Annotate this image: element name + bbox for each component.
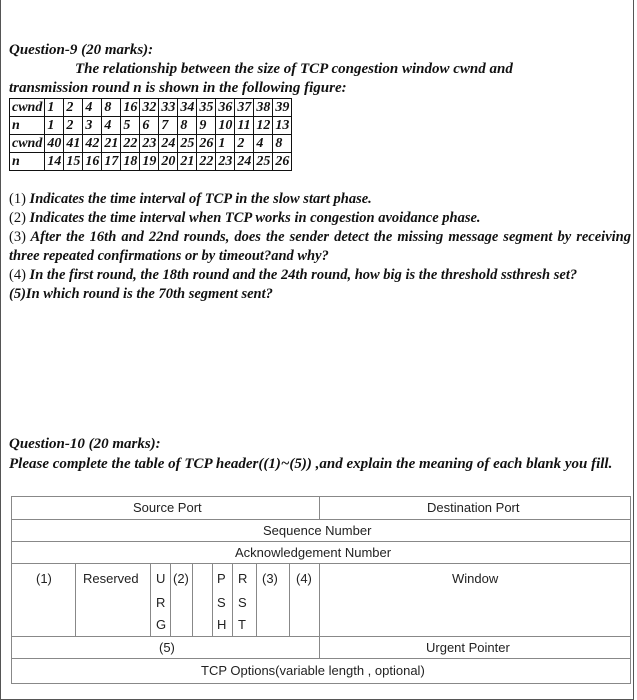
column-divider <box>75 563 76 636</box>
table-cell: 20 <box>159 153 178 171</box>
subquestion-text: In which round is the 70th segment sent? <box>25 286 273 302</box>
column-divider <box>150 563 151 636</box>
question-9-intro <box>9 60 631 98</box>
table-cell: 39 <box>273 99 292 117</box>
table-cell: 38 <box>254 99 273 117</box>
subquestion-1 <box>9 190 631 209</box>
flag-psh-p: P <box>217 571 226 586</box>
question-9-subquestions <box>9 190 631 304</box>
table-cell: 16 <box>83 153 102 171</box>
table-cell: 23 <box>216 153 235 171</box>
table-cell: 18 <box>121 153 140 171</box>
table-cell: 33 <box>159 99 178 117</box>
blank-5-label: (5) <box>159 640 175 655</box>
table-cell: 34 <box>178 99 197 117</box>
table-cell: 17 <box>102 153 121 171</box>
subquestion-3 <box>9 228 631 266</box>
table-row <box>10 135 292 153</box>
table-cell: 1 <box>45 99 64 117</box>
table-cell: 1 <box>216 135 235 153</box>
table-cell: 4 <box>254 135 273 153</box>
table-border-left <box>11 496 12 684</box>
flag-rst-t: T <box>238 617 246 632</box>
question-9-heading: Question-9 (20 marks): <box>9 42 154 58</box>
subquestion-text: In the first round, the 18th round and the 24th round, how big is the threshold ssthresh set? <box>29 267 578 283</box>
table-cell: 37 <box>235 99 254 117</box>
table-cell: 35 <box>197 99 216 117</box>
subquestion-text: After the 16th and 22nd rounds, does the sender detect the missing message segment by receiving three repeated confirmations or by timeout?and why? <box>9 229 631 264</box>
table-cell: 26 <box>197 135 216 153</box>
blank-4-label: (4) <box>296 571 312 586</box>
table-border-bottom <box>11 683 631 684</box>
table-cell: 8 <box>178 117 197 135</box>
row-label-cell: n <box>10 117 45 135</box>
table-cell: 11 <box>235 117 254 135</box>
table-border-top <box>11 496 631 497</box>
source-port-label: Source Port <box>133 500 202 515</box>
table-cell: 14 <box>45 153 64 171</box>
subquestion-number: (2) <box>9 210 26 226</box>
table-cell: 24 <box>159 135 178 153</box>
table-cell: 6 <box>140 117 159 135</box>
table-cell: 4 <box>102 117 121 135</box>
reserved-label: Reserved <box>83 571 139 586</box>
table-cell: 2 <box>64 117 83 135</box>
subquestion-number: (1) <box>9 191 26 207</box>
ack-number-label: Acknowledgement Number <box>235 545 392 560</box>
table-cell: 5 <box>121 117 140 135</box>
table-row <box>10 99 292 117</box>
flag-urg-g: G <box>156 617 167 632</box>
tcp-header-table <box>11 496 631 684</box>
subquestion-number: (4) <box>9 267 26 283</box>
table-cell: 8 <box>273 135 292 153</box>
table-cell: 32 <box>140 99 159 117</box>
table-cell: 40 <box>45 135 64 153</box>
table-cell: 10 <box>216 117 235 135</box>
table-cell: 22 <box>121 135 140 153</box>
blank-3-label: (3) <box>262 571 278 586</box>
table-cell: 2 <box>64 99 83 117</box>
flag-psh-s: S <box>217 595 226 610</box>
table-cell: 25 <box>254 153 273 171</box>
row-divider <box>11 563 631 564</box>
table-cell: 25 <box>178 135 197 153</box>
table-cell: 15 <box>64 153 83 171</box>
flag-urg-u: U <box>156 571 166 586</box>
port-divider <box>319 496 320 519</box>
cwnd-table-body <box>10 99 292 171</box>
row-divider <box>11 541 631 542</box>
table-cell: 13 <box>273 117 292 135</box>
blank-2-label: (2) <box>173 571 189 586</box>
tcp-options-label: TCP Options(variable length , optional) <box>201 663 425 678</box>
question-9-intro-rest: transmission round n is shown in the following figure: <box>9 80 347 96</box>
table-border-right <box>630 496 631 684</box>
table-cell: 23 <box>140 135 159 153</box>
table-cell: 16 <box>121 99 140 117</box>
sequence-number-label: Sequence Number <box>263 523 372 538</box>
question-10-heading: Question-10 (20 marks): <box>9 436 161 452</box>
row-divider <box>11 519 631 520</box>
column-divider <box>256 563 257 636</box>
flag-urg-r: R <box>156 595 166 610</box>
table-cell: 26 <box>273 153 292 171</box>
urgent-pointer-label: Urgent Pointer <box>426 640 510 655</box>
subquestion-4 <box>9 266 631 285</box>
destination-port-label: Destination Port <box>427 500 520 515</box>
table-cell: 36 <box>216 99 235 117</box>
column-divider <box>192 563 193 636</box>
column-divider <box>289 563 290 636</box>
flag-rst-r: R <box>238 571 248 586</box>
row-divider <box>11 658 631 659</box>
subquestion-text: Indicates the time interval when TCP works in congestion avoidance phase. <box>29 210 481 226</box>
table-cell: 3 <box>83 117 102 135</box>
table-row <box>10 117 292 135</box>
blank-1-label: (1) <box>36 571 52 586</box>
flag-rst-s: S <box>238 595 247 610</box>
flag-psh-h: H <box>217 617 227 632</box>
table-cell: 4 <box>83 99 102 117</box>
table-cell: 24 <box>235 153 254 171</box>
table-cell: 7 <box>159 117 178 135</box>
row-divider <box>11 636 631 637</box>
cwnd-round-table <box>9 98 292 171</box>
table-cell: 21 <box>178 153 197 171</box>
table-cell: 12 <box>254 117 273 135</box>
table-cell: 41 <box>64 135 83 153</box>
row-label-cell: cwnd <box>10 135 45 153</box>
row-label-cell: cwnd <box>10 99 45 117</box>
subquestion-text: Indicates the time interval of TCP in the slow start phase. <box>29 191 372 207</box>
subquestion-number: (5) <box>9 286 26 302</box>
table-cell: 2 <box>235 135 254 153</box>
table-cell: 21 <box>102 135 121 153</box>
table-cell: 1 <box>45 117 64 135</box>
table-row <box>10 153 292 171</box>
question-9-intro-first: The relationship between the size of TCP congestion window cwnd and <box>75 61 513 77</box>
subquestion-number: (3) <box>9 229 26 245</box>
subquestion-5 <box>9 285 631 304</box>
window-label: Window <box>452 571 499 586</box>
table-cell: 9 <box>197 117 216 135</box>
table-cell: 22 <box>197 153 216 171</box>
table-cell: 19 <box>140 153 159 171</box>
row-label-cell: n <box>10 153 45 171</box>
column-divider <box>232 563 233 636</box>
column-divider <box>319 636 320 658</box>
table-cell: 42 <box>83 135 102 153</box>
subquestion-2 <box>9 209 631 228</box>
column-divider <box>170 563 171 636</box>
question-10-description: Please complete the table of TCP header((1)~(5)) ,and explain the meaning of each blank you fill. <box>9 456 613 472</box>
column-divider <box>212 563 213 636</box>
column-divider <box>319 563 320 636</box>
table-cell: 8 <box>102 99 121 117</box>
